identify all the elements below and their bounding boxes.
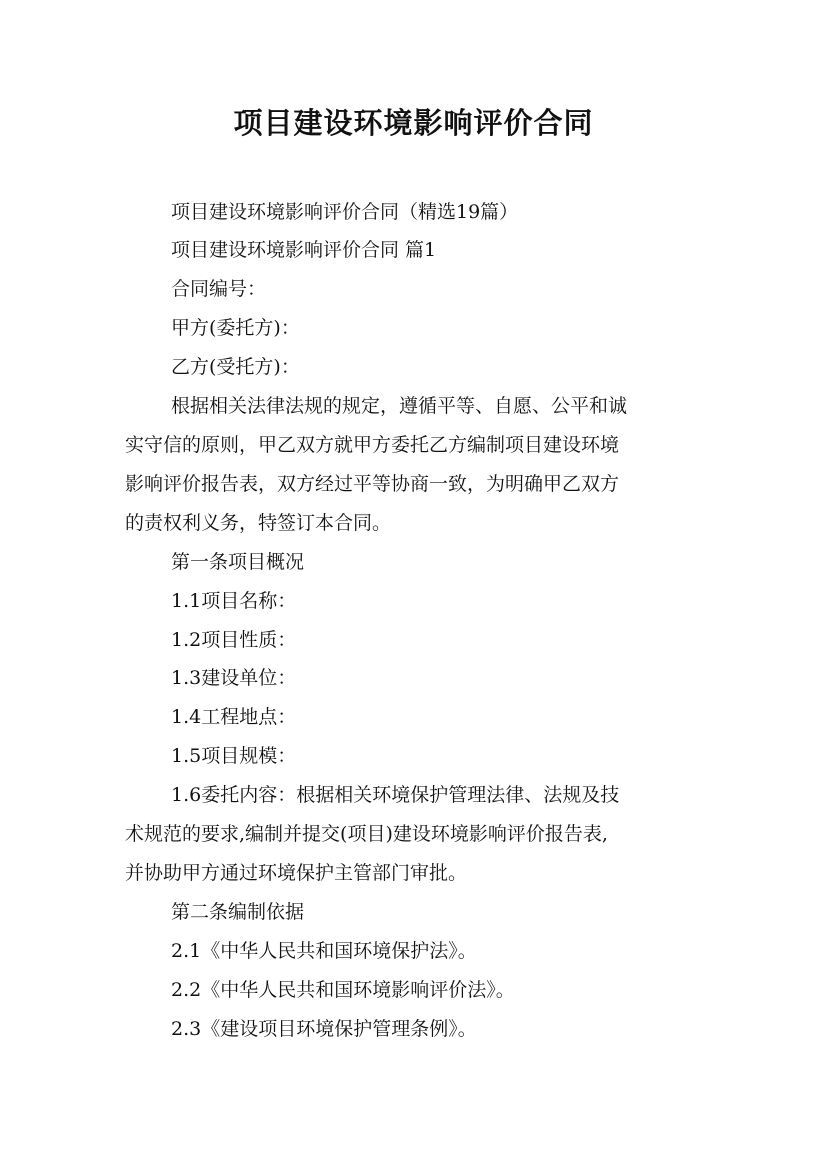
intro-line-4: 的责权利义务，特签订本合同。 [125,512,392,534]
contract-number-label: 合同编号： [171,278,267,300]
article-2-item-1: 2.1《中华人民共和国环境保护法》。 [171,940,477,962]
intro-line-1: 根据相关法律法规的规定，遵循平等、自愿、公平和诚 [171,395,628,417]
intro-line-2: 实守信的原则，甲乙双方就甲方委托乙方编制项目建设环境 [125,434,620,456]
article-2-item-2: 2.2《中华人民共和国环境影响评价法》。 [171,979,515,1001]
intro-line-3: 影响评价报告表，双方经过平等协商一致，为明确甲乙双方 [125,473,620,495]
article-1-heading: 第一条项目概况 [171,551,305,573]
article-1-item-6-line-3: 并协助甲方通过环境保护主管部门审批。 [125,862,468,884]
article-1-item-1: 1.1项目名称： [171,590,297,612]
party-a-label: 甲方(委托方)： [171,317,300,339]
article-1-item-5: 1.5项目规模： [171,745,297,767]
document-title: 项目建设环境影响评价合同 [233,106,594,140]
party-b-label: 乙方(受托方)： [171,356,300,378]
article-1-item-6-line-2: 术规范的要求,编制并提交(项目)建设环境影响评价报告表, [125,823,608,845]
section-heading: 项目建设环境影响评价合同 篇1 [171,239,437,261]
article-2-heading: 第二条编制依据 [171,901,305,923]
article-2-item-3: 2.3《建设项目环境保护管理条例》。 [171,1018,477,1040]
document-subtitle: 项目建设环境影响评价合同（精选19篇） [171,201,519,223]
article-1-item-6-line-1: 1.6委托内容：根据相关环境保护管理法律、法规及技 [171,784,620,806]
article-1-item-3: 1.3建设单位： [171,667,297,689]
article-1-item-2: 1.2项目性质： [171,629,297,651]
article-1-item-4: 1.4工程地点： [171,706,297,728]
